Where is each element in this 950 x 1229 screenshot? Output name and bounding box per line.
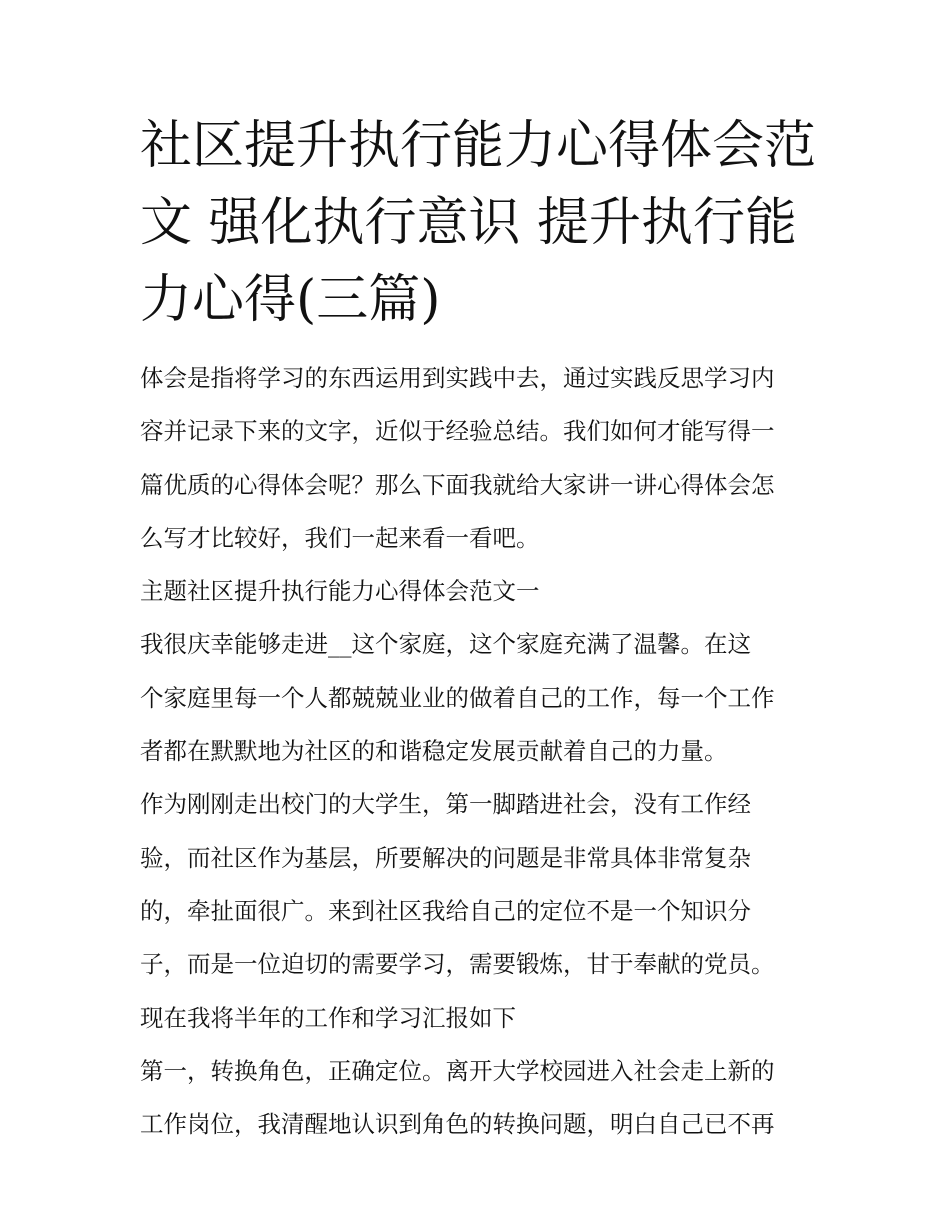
body-line: 容并记录下来的文字，近似于经验总结。我们如何才能写得一: [140, 417, 775, 446]
body-line: 体会是指将学习的东西运用到实践中去，通过实践反思学习内: [140, 364, 775, 392]
body-line: 者都在默默地为社区的和谐稳定发展贡献着自己的力量。: [140, 737, 728, 766]
document-title: [140, 108, 840, 339]
title-line: 文 强化执行意识 提升执行能: [140, 193, 798, 253]
title-line: 社区提升执行能力心得体会范: [140, 116, 817, 176]
document-body: [140, 352, 830, 1151]
body-line: 现在我将半年的工作和学习汇报如下: [140, 1003, 516, 1032]
body-line: 作为刚刚走出校门的大学生，第一脚踏进社会，没有工作经: [140, 790, 751, 819]
title-line: 力心得(三篇): [140, 270, 441, 330]
body-line: 子，而是一位迫切的需要学习，需要锻炼，甘于奉献的党员。: [140, 950, 775, 979]
section-heading: 主题社区提升执行能力心得体会范文一: [140, 577, 540, 606]
body-line: 验，而社区作为基层，所要解决的问题是非常具体非常复杂: [140, 843, 751, 872]
body-line: 么写才比较好，我们一起来看一看吧。: [140, 523, 540, 552]
body-line: 篇优质的心得体会呢？那么下面我就给大家讲一讲心得体会怎: [140, 470, 775, 499]
body-line: 第一，转换角色，正确定位。离开大学校园进入社会走上新的: [140, 1056, 775, 1085]
body-line: 工作岗位，我清醒地认识到角色的转换问题，明白自己已不再: [140, 1110, 775, 1139]
body-line: 个家庭里每一个人都兢兢业业的做着自己的工作，每一个工作: [140, 683, 775, 712]
body-line: 我很庆幸能够走进__这个家庭，这个家庭充满了温馨。在这: [140, 630, 751, 659]
body-line: 的，牵扯面很广。来到社区我给自己的定位不是一个知识分: [140, 896, 751, 925]
